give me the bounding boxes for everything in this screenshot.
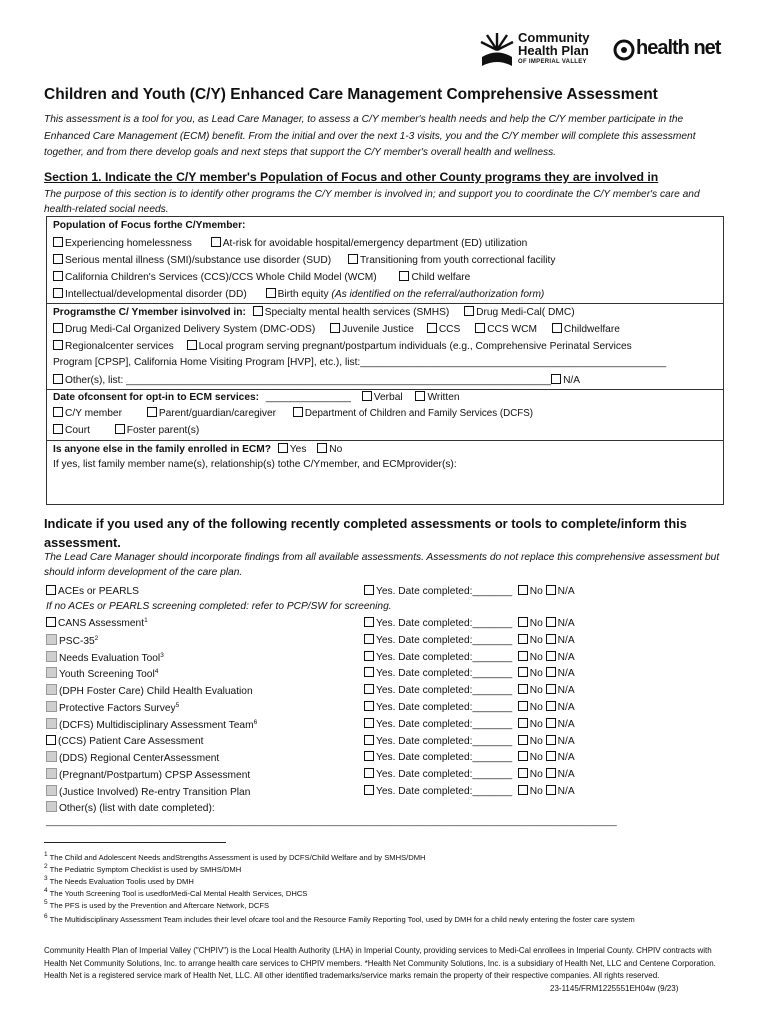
pof-ed-checkbox[interactable] xyxy=(211,237,221,247)
pof-dd-checkbox[interactable] xyxy=(53,288,63,298)
tool-checkbox[interactable] xyxy=(46,684,57,695)
pof-row: Population of Focus forthe C/Ymember: Experiencing homelessness At-risk for avoidable hospital/emergency department (ED) utilization Serious mental illness (SMI)/substance use disorder (SUD) Transitioning from youth correctional facility California Children's Services (CCS)/CCS Whole Child Model (WCM) Child welfare Intellectual/developmental disorder (DD) Birth equity (As identified on the referral/authorization form) xyxy=(47,217,723,304)
programs-row: Programsthe C/ Ymember isinvolved in: Specialty mental health services (SMHS) Drug Medi-Cal( DMC) Drug Medi-Cal Organized Delivery System (DMC-ODS) Juvenile Justice CCS CCS WCM Childwelfare Regionalcenter services Local program serving pregnant/postpartum individuals (e.g., Comprehensive Perinatal Services Program [CPSP], California Home Visiting Program [HVP], etc.), list:______________________________________________________ Other(s), list: ___________________________________________________________________________ N/A xyxy=(47,303,723,390)
pof-youth-correctional-checkbox[interactable] xyxy=(348,254,358,264)
tool-yes-checkbox[interactable] xyxy=(364,634,374,644)
section1-table xyxy=(46,216,724,505)
tool-no-checkbox[interactable] xyxy=(518,684,528,694)
consent-label: Date ofconsent for opt-in to ECM services: xyxy=(53,392,260,403)
header-logos xyxy=(478,30,728,72)
consent-date-field[interactable]: _______________ xyxy=(265,392,351,403)
tool-row: (DDS) Regional CenterAssessment xyxy=(46,751,219,764)
tool-yes-checkbox[interactable] xyxy=(364,701,374,711)
pof-smi-checkbox[interactable] xyxy=(53,254,63,264)
tool-checkbox[interactable] xyxy=(46,701,57,712)
prog-dmc-checkbox[interactable] xyxy=(464,306,474,316)
prog-other-checkbox[interactable] xyxy=(53,374,63,384)
footnote: $^2$ The Pediatric Symptom Checklist is used by SMHS/DMH xyxy=(44,863,242,874)
programs-label: Programsthe C/ Ymember isinvolved in: xyxy=(53,307,246,318)
tool-row: (DCFS) Multidisciplinary Assessment Team$^6$ xyxy=(46,718,257,731)
programs-other-field[interactable]: Other(s), list: ___________________________________________________________________________ xyxy=(65,375,552,386)
footnote: $^1$ The Child and Adolescent Needs andStrengths Assessment is used by DCFS/Child Welfare and by SMHS/DMH xyxy=(44,851,426,862)
footnote: $^3$ The Needs Evaluation Toolis used by DMH xyxy=(44,875,194,886)
assessments-note: The Lead Care Manager should incorporate findings from all available assessments. Assessments do not replace this comprehensive assessment but should inform development of the care plan. xyxy=(44,552,720,578)
programs-list-field[interactable]: Program [CPSP], California Home Visiting Program [HVP], etc.), list:______________________________________________________ xyxy=(53,357,667,368)
tool-checkbox[interactable] xyxy=(46,634,57,645)
family-label: Is anyone else in the family enrolled in ECM? xyxy=(53,444,271,455)
footnote-divider xyxy=(44,842,226,843)
tool-yes-checkbox[interactable] xyxy=(364,651,374,661)
consent-row: Date ofconsent for opt-in to ECM services: _______________ Verbal Written C/Y member Parent/guardian/caregiver Department of Children and Family Services (DCFS) Court Foster parent(s) xyxy=(47,389,723,441)
tool-yes-checkbox[interactable] xyxy=(364,617,374,627)
tool-row: (CCS) Patient Care Assessment xyxy=(46,735,204,747)
other-tools-field[interactable]: ____________________________________________________________________________________________________________ xyxy=(46,816,617,827)
tool-yes-checkbox[interactable] xyxy=(364,718,374,728)
tool-yes-checkbox[interactable] xyxy=(364,667,374,677)
tool-checkbox[interactable] xyxy=(46,768,57,779)
tool-na-checkbox[interactable] xyxy=(546,768,556,778)
tool-checkbox[interactable] xyxy=(46,617,56,627)
prog-regional-center-checkbox[interactable] xyxy=(53,340,63,350)
footnote: $^6$ The Multidisciplinary Assessment Team includes their level ofcare tool and the Resource Family Reporting Tool, used by DMH for a child newly entering the foster care system xyxy=(44,913,635,924)
tool-no-checkbox[interactable] xyxy=(518,634,528,644)
tool-row: CANS Assessment$^1$ xyxy=(46,617,148,629)
tool-checkbox[interactable] xyxy=(46,667,57,678)
tool-na-checkbox[interactable] xyxy=(546,785,556,795)
tool-status: Yes. Date completed:_______ No N/A xyxy=(364,718,575,730)
aces-checkbox[interactable] xyxy=(46,585,56,595)
tool-row: PSC-$35^2$ xyxy=(46,634,98,647)
healthnet-wordmark: health net xyxy=(636,37,721,59)
tool-checkbox[interactable] xyxy=(46,718,57,729)
tool-status: Yes. Date completed:_______ No N/A xyxy=(364,617,575,629)
tool-na-checkbox[interactable] xyxy=(546,651,556,661)
aces-no-checkbox[interactable] xyxy=(518,585,528,595)
tool-na-checkbox[interactable] xyxy=(546,751,556,761)
tool-status: Yes. Date completed:_______ No N/A xyxy=(364,751,575,763)
family-prompt: If yes, list family member name(s), relationship(s) tothe C/Ymember, and ECMprovider(s): xyxy=(53,459,457,470)
tool-no-checkbox[interactable] xyxy=(518,701,528,711)
intro-paragraph: This assessment is a tool for you, as Lead Care Manager, to assess a C/Y member's health needs and help the C/Y member participate in the Enhanced Care Management (ECM) benefit. From the initial and over the next 1-3 visits, you and the C/Y member will complete this assessment together, and from there develop goals and next steps that support the C/Y member's overall health and wellness. xyxy=(44,114,696,158)
tool-status: Yes. Date completed:_______ No N/A xyxy=(364,667,575,679)
tool-na-checkbox[interactable] xyxy=(546,684,556,694)
page-title: Children and Youth (C/Y) Enhanced Care Management Comprehensive Assessment xyxy=(44,86,658,103)
prog-local-pregnant-checkbox[interactable] xyxy=(187,340,197,350)
tool-status: Yes. Date completed:_______ No N/A xyxy=(364,701,575,713)
aces-row: ACEs or PEARLS xyxy=(46,585,139,597)
healthnet-logo-icon xyxy=(613,39,635,61)
tool-checkbox[interactable] xyxy=(46,785,57,796)
other-tools-checkbox[interactable] xyxy=(46,801,57,812)
tool-yes-checkbox[interactable] xyxy=(364,735,374,745)
tool-status: Yes. Date completed:_______ No N/A xyxy=(364,735,575,747)
pof-birth-equity-checkbox[interactable] xyxy=(266,288,276,298)
pof-homeless-checkbox[interactable] xyxy=(53,237,63,247)
footnote: $^4$ The Youth Screening Tool is usedforMedi-Cal Mental Health Services, DHCS xyxy=(44,887,308,898)
tool-checkbox[interactable] xyxy=(46,735,56,745)
tool-na-checkbox[interactable] xyxy=(546,701,556,711)
tool-no-checkbox[interactable] xyxy=(518,651,528,661)
tool-status: Yes. Date completed:_______ No N/A xyxy=(364,634,575,646)
consent-foster-checkbox[interactable] xyxy=(115,424,125,434)
aces-note: If no ACEs or PEARLS screening completed: refer to PCP/SW for screening. xyxy=(46,601,392,612)
footnote: $^5$ The PFS is used by the Prevention and Aftercare Network, DCFS xyxy=(44,899,270,910)
consent-court-checkbox[interactable] xyxy=(53,424,63,434)
tool-no-checkbox[interactable] xyxy=(518,667,528,677)
tool-no-checkbox[interactable] xyxy=(518,751,528,761)
other-tools-row: Other(s) (list with date completed): xyxy=(46,801,215,814)
prog-smhs-checkbox[interactable] xyxy=(253,306,263,316)
tool-na-checkbox[interactable] xyxy=(546,735,556,745)
tool-status: Yes. Date completed:_______ No N/A xyxy=(364,768,575,780)
tool-no-checkbox[interactable] xyxy=(518,617,528,627)
tool-na-checkbox[interactable] xyxy=(546,667,556,677)
prog-na-checkbox[interactable] xyxy=(551,374,561,384)
tool-na-checkbox[interactable] xyxy=(546,634,556,644)
form-code: 23-1145/FRM1225551EH04w (9/23) xyxy=(550,984,679,993)
pof-ccs-checkbox[interactable] xyxy=(53,271,63,281)
section1-heading: Section 1. Indicate the C/Y member's Population of Focus and other County programs they are involved in xyxy=(44,170,659,184)
tool-na-checkbox[interactable] xyxy=(546,617,556,627)
chp-sun-icon xyxy=(478,30,516,70)
tool-yes-checkbox[interactable] xyxy=(364,785,374,795)
tool-row: (Justice Involved) Re-entry Transition Plan xyxy=(46,785,250,798)
pof-child-welfare-checkbox[interactable] xyxy=(399,271,409,281)
family-yes-checkbox[interactable] xyxy=(278,443,288,453)
prog-ccs-checkbox[interactable] xyxy=(427,323,437,333)
consent-parent-checkbox[interactable] xyxy=(147,407,157,417)
tool-status: Yes. Date completed:_______ No N/A xyxy=(364,684,575,696)
tool-yes-checkbox[interactable] xyxy=(364,684,374,694)
tool-no-checkbox[interactable] xyxy=(518,735,528,745)
section1-purpose: The purpose of this section is to identify other programs the C/Y member is involved in; and support you to coordinate the C/Y member's care and health-related social needs. xyxy=(44,189,700,215)
prog-juvenile-justice-checkbox[interactable] xyxy=(330,323,340,333)
tool-row: Youth Screening Tool$^4$ xyxy=(46,667,158,680)
tool-checkbox[interactable] xyxy=(46,651,57,662)
pof-label: Population of Focus forthe C/Ymember: xyxy=(53,220,246,231)
tool-row: Protective Factors Survey$^5$ xyxy=(46,701,179,714)
prog-dmc-ods-checkbox[interactable] xyxy=(53,323,63,333)
tool-checkbox[interactable] xyxy=(46,751,57,762)
chp-name-line3: OF IMPERIAL VALLEY xyxy=(518,59,587,65)
consent-verbal-checkbox[interactable] xyxy=(362,391,372,401)
consent-cy-member-checkbox[interactable] xyxy=(53,407,63,417)
tool-yes-checkbox[interactable] xyxy=(364,768,374,778)
consent-dcfs-checkbox[interactable] xyxy=(293,407,303,417)
tool-na-checkbox[interactable] xyxy=(546,718,556,728)
family-row: Is anyone else in the family enrolled in ECM? Yes No If yes, list family member name(s), relationship(s) tothe C/Ymember, and ECMprovider(s): xyxy=(53,444,457,470)
tool-no-checkbox[interactable] xyxy=(518,785,528,795)
tool-yes-checkbox[interactable] xyxy=(364,751,374,761)
tool-status: Yes. Date completed:_______ No N/A xyxy=(364,651,575,663)
footer-disclaimer: Community Health Plan of Imperial Valley ("CHPIV") is the Local Health Authority (LHA) in Imperial County, providing services to Medi-Cal enrollees in Imperial County. CHPIV contracts with Health Net Community Solutions, Inc. to arrange health care services to CHPIV members. *Health Net Community Solutions, Inc. is a subsidiary of Health Net, LLC and Centene Corporation. Health Net is a registered service mark of Health Net, LLC. All other identified trademarks/service marks remain the property of their respective companies. All rights reserved. xyxy=(44,946,716,980)
tool-no-checkbox[interactable] xyxy=(518,768,528,778)
chp-name-line2: Health Plan xyxy=(518,43,589,58)
aces-status: Yes. Date completed:_______ No N/A xyxy=(364,585,575,597)
aces-na-checkbox[interactable] xyxy=(546,585,556,595)
family-no-checkbox[interactable] xyxy=(317,443,327,453)
tool-status: Yes. Date completed:_______ No N/A xyxy=(364,785,575,797)
prog-ccs-wcm-checkbox[interactable] xyxy=(475,323,485,333)
tool-row: (DPH Foster Care) Child Health Evaluation xyxy=(46,684,253,697)
chp-name-line1: Community xyxy=(518,30,590,45)
aces-yes-checkbox[interactable] xyxy=(364,585,374,595)
tool-row: Needs Evaluation Tool$^3$ xyxy=(46,651,164,664)
tool-no-checkbox[interactable] xyxy=(518,718,528,728)
assessments-heading: Indicate if you used any of the following recently completed assessments or tools to complete/inform this assessment. xyxy=(44,516,687,550)
consent-written-checkbox[interactable] xyxy=(415,391,425,401)
tool-row: (Pregnant/Postpartum) CPSP Assessment xyxy=(46,768,250,781)
prog-child-welfare-checkbox[interactable] xyxy=(552,323,562,333)
